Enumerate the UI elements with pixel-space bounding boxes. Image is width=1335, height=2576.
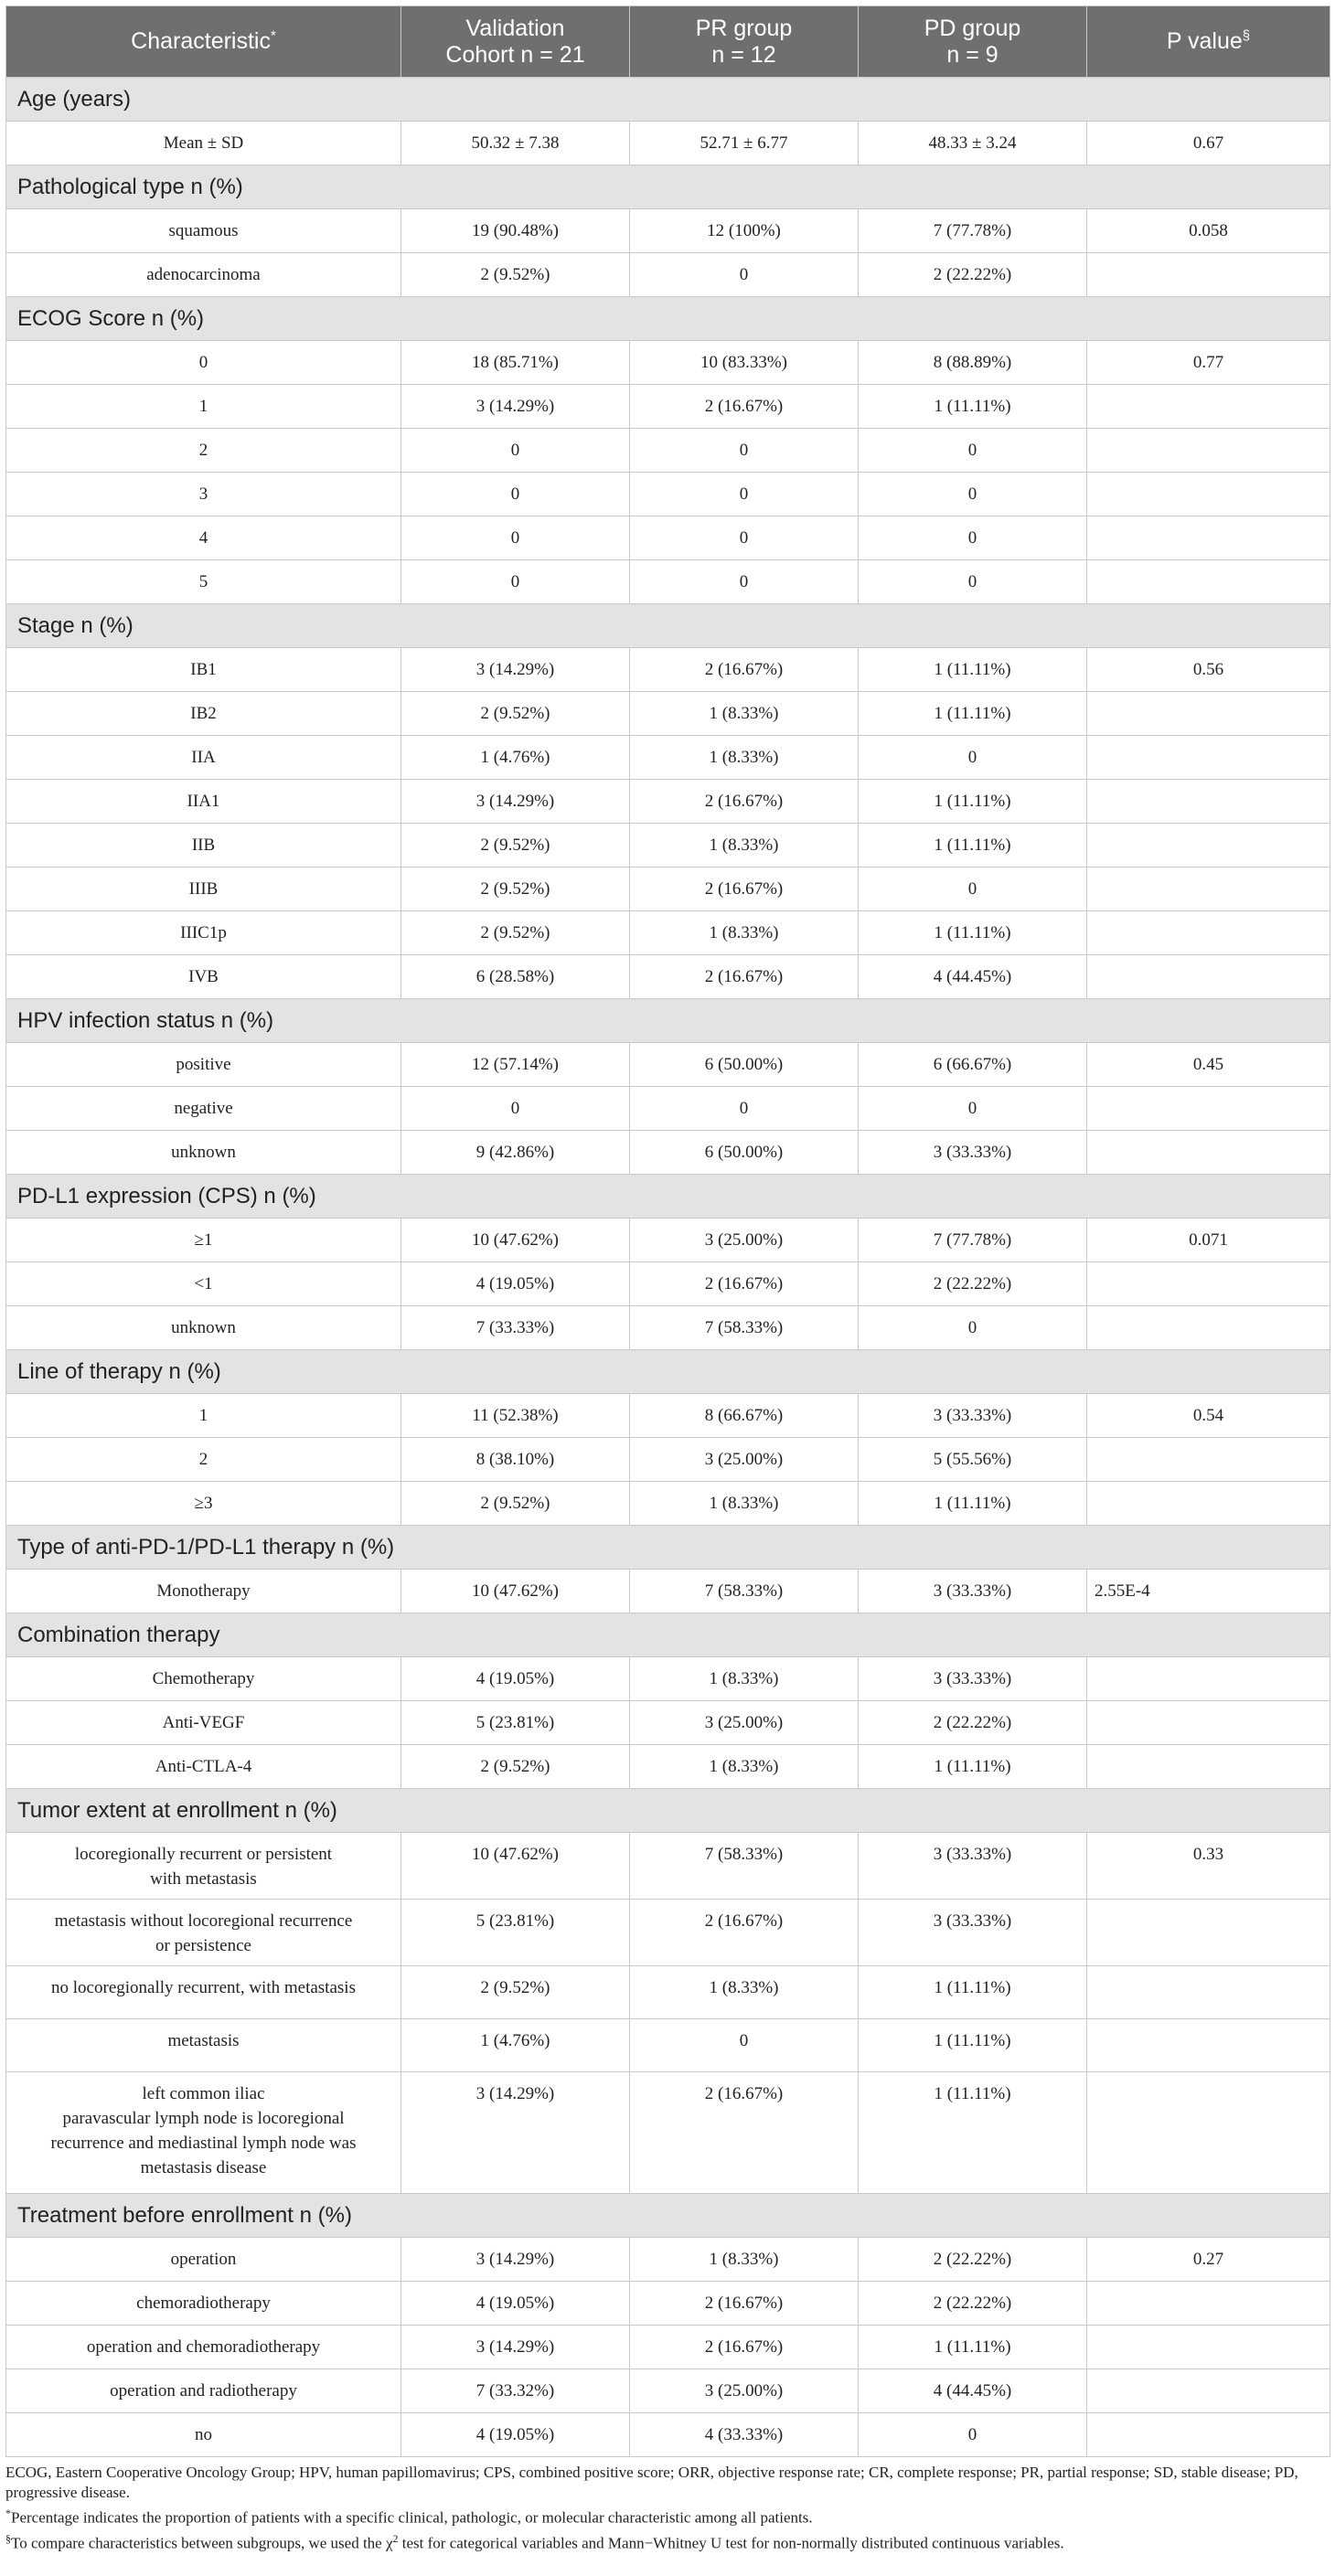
section-row-treat [6, 2194, 1330, 2238]
section-title: Treatment before enrollment n (%) [6, 2194, 1330, 2238]
validation-value: 7 (33.32%) [401, 2369, 630, 2413]
validation-value: 11 (52.38%) [401, 1394, 630, 1438]
pr-group-value: 3 (25.00%) [630, 2369, 859, 2413]
p-value [1087, 1657, 1330, 1701]
row-label: Anti-CTLA-4 [6, 1745, 401, 1789]
row-label: 0 [6, 341, 401, 385]
table-row [6, 1966, 1330, 2019]
header-pr-group: PR group n = 12 [630, 6, 859, 78]
row-label: operation [6, 2238, 401, 2282]
section-title: Tumor extent at enrollment n (%) [6, 1789, 1330, 1833]
pr-group-value: 2 (16.67%) [630, 1900, 859, 1966]
table-row [6, 1043, 1330, 1087]
row-label: IVB [6, 955, 401, 999]
section-row-extent [6, 1789, 1330, 1833]
p-value [1087, 1745, 1330, 1789]
section-title: Age (years) [6, 78, 1330, 122]
validation-value: 7 (33.33%) [401, 1306, 630, 1350]
pd-group-value: 1 (11.11%) [859, 2072, 1087, 2194]
pd-group-value: 0 [859, 429, 1087, 473]
table-row [6, 1394, 1330, 1438]
table-row [6, 2019, 1330, 2072]
pr-group-value: 1 (8.33%) [630, 824, 859, 868]
table-row [6, 1087, 1330, 1131]
validation-value: 5 (23.81%) [401, 1701, 630, 1745]
row-label: operation and radiotherapy [6, 2369, 401, 2413]
pr-group-value: 0 [630, 253, 859, 297]
row-label: ≥1 [6, 1219, 401, 1262]
characteristics-table-document [5, 5, 1330, 2553]
table-footnotes [5, 2463, 1330, 2553]
validation-value: 2 (9.52%) [401, 1745, 630, 1789]
pr-group-value: 1 (8.33%) [630, 692, 859, 736]
validation-value: 0 [401, 429, 630, 473]
row-label: ≥3 [6, 1482, 401, 1526]
p-value [1087, 1306, 1330, 1350]
pr-group-value: 2 (16.67%) [630, 780, 859, 824]
header-pd-group: PD group n = 9 [859, 6, 1087, 78]
p-value [1087, 955, 1330, 999]
pr-group-value: 0 [630, 560, 859, 604]
row-label: negative [6, 1087, 401, 1131]
pr-group-value: 1 (8.33%) [630, 1966, 859, 2019]
validation-value: 5 (23.81%) [401, 1900, 630, 1966]
section-title: Pathological type n (%) [6, 165, 1330, 209]
table-row [6, 2282, 1330, 2326]
pd-group-value: 3 (33.33%) [859, 1570, 1087, 1613]
validation-value: 4 (19.05%) [401, 1657, 630, 1701]
pr-group-value: 1 (8.33%) [630, 1482, 859, 1526]
table-row [6, 868, 1330, 911]
row-label: 3 [6, 473, 401, 516]
validation-value: 18 (85.71%) [401, 341, 630, 385]
footnote-statistics: §To compare characteristics between subgroups, we used the $\chi^2$ test for categorical variables and Mann−Whitney U test for non-normally distributed continuous variables. [5, 2531, 1064, 2552]
p-value [1087, 1900, 1330, 1966]
table-row [6, 209, 1330, 253]
row-label: IB1 [6, 648, 401, 692]
pr-group-value: 7 (58.33%) [630, 1570, 859, 1613]
pd-group-value: 0 [859, 473, 1087, 516]
table-row [6, 824, 1330, 868]
table-row [6, 560, 1330, 604]
row-label: IIIC1p [6, 911, 401, 955]
pd-group-value: 0 [859, 2413, 1087, 2457]
pd-group-value: 1 (11.11%) [859, 692, 1087, 736]
table-row [6, 1306, 1330, 1350]
pd-group-value: 2 (22.22%) [859, 2238, 1087, 2282]
pd-group-value: 3 (33.33%) [859, 1833, 1087, 1900]
pr-group-value: 3 (25.00%) [630, 1438, 859, 1482]
row-label: left common iliac paravascular lymph node is locoregional recurrence and mediastinal lymph node was metastasis disease [6, 2072, 401, 2194]
p-value [1087, 1438, 1330, 1482]
validation-value: 3 (14.29%) [401, 780, 630, 824]
validation-value: 10 (47.62%) [401, 1570, 630, 1613]
validation-value: 2 (9.52%) [401, 253, 630, 297]
validation-value: 4 (19.05%) [401, 1262, 630, 1306]
section-row-combo [6, 1613, 1330, 1657]
p-value: 0.071 [1087, 1219, 1330, 1262]
p-value: 2.55E-4 [1087, 1570, 1330, 1613]
p-value [1087, 824, 1330, 868]
table-row [6, 2413, 1330, 2457]
validation-value: 10 (47.62%) [401, 1219, 630, 1262]
validation-value: 0 [401, 473, 630, 516]
footnote-abbreviations: ECOG, Eastern Cooperative Oncology Group; HPV, human papillomavirus; CPS, combined positive score; ORR, objective response rate; CR, complete response; PR, partial response; SD, stable disease; PD, progressive disease. [5, 2464, 1298, 2501]
p-value [1087, 780, 1330, 824]
pd-group-value: 5 (55.56%) [859, 1438, 1087, 1482]
validation-value: 8 (38.10%) [401, 1438, 630, 1482]
row-label: adenocarcinoma [6, 253, 401, 297]
p-value: 0.77 [1087, 341, 1330, 385]
pr-group-value: 4 (33.33%) [630, 2413, 859, 2457]
table-row [6, 2238, 1330, 2282]
p-value [1087, 2413, 1330, 2457]
table-row [6, 648, 1330, 692]
p-value [1087, 1131, 1330, 1175]
p-value: 0.33 [1087, 1833, 1330, 1900]
validation-value: 3 (14.29%) [401, 2072, 630, 2194]
table-row [6, 1570, 1330, 1613]
pr-group-value: 10 (83.33%) [630, 341, 859, 385]
pr-group-value: 2 (16.67%) [630, 868, 859, 911]
pd-group-value: 4 (44.45%) [859, 955, 1087, 999]
pr-group-value: 0 [630, 1087, 859, 1131]
section-row-type [6, 1526, 1330, 1570]
pd-group-value: 7 (77.78%) [859, 209, 1087, 253]
pd-group-value: 2 (22.22%) [859, 1262, 1087, 1306]
pd-group-value: 2 (22.22%) [859, 2282, 1087, 2326]
p-value [1087, 2072, 1330, 2194]
p-value: 0.54 [1087, 1394, 1330, 1438]
table-row [6, 429, 1330, 473]
p-value: 0.56 [1087, 648, 1330, 692]
pr-group-value: 6 (50.00%) [630, 1131, 859, 1175]
row-label: no [6, 2413, 401, 2457]
validation-value: 2 (9.52%) [401, 692, 630, 736]
row-label: 2 [6, 429, 401, 473]
table-row [6, 1482, 1330, 1526]
pr-group-value: 3 (25.00%) [630, 1219, 859, 1262]
validation-value: 3 (14.29%) [401, 385, 630, 429]
table-row [6, 1900, 1330, 1966]
header-row [6, 6, 1330, 78]
validation-value: 2 (9.52%) [401, 824, 630, 868]
p-value [1087, 868, 1330, 911]
validation-value: 2 (9.52%) [401, 911, 630, 955]
table-row [6, 122, 1330, 165]
validation-value: 3 (14.29%) [401, 2326, 630, 2369]
pr-group-value: 2 (16.67%) [630, 385, 859, 429]
row-label: chemoradiotherapy [6, 2282, 401, 2326]
pd-group-value: 48.33 ± 3.24 [859, 122, 1087, 165]
table-row [6, 2326, 1330, 2369]
table-row [6, 1219, 1330, 1262]
table-row [6, 341, 1330, 385]
row-label: squamous [6, 209, 401, 253]
row-label: locoregionally recurrent or persistent with metastasis [6, 1833, 401, 1900]
table-row [6, 1657, 1330, 1701]
p-value [1087, 560, 1330, 604]
section-row-hpv [6, 999, 1330, 1043]
validation-value: 1 (4.76%) [401, 2019, 630, 2072]
pd-group-value: 8 (88.89%) [859, 341, 1087, 385]
row-label: 1 [6, 385, 401, 429]
p-value [1087, 1262, 1330, 1306]
pd-group-value: 0 [859, 1306, 1087, 1350]
pd-group-value: 1 (11.11%) [859, 385, 1087, 429]
section-title: Stage n (%) [6, 604, 1330, 648]
row-label: no locoregionally recurrent, with metastasis [6, 1966, 401, 2019]
table-row [6, 911, 1330, 955]
row-label: unknown [6, 1131, 401, 1175]
pd-group-value: 6 (66.67%) [859, 1043, 1087, 1087]
table-row [6, 473, 1330, 516]
table-row [6, 955, 1330, 999]
table-body [6, 78, 1330, 2457]
pr-group-value: 2 (16.67%) [630, 648, 859, 692]
pd-group-value: 1 (11.11%) [859, 780, 1087, 824]
validation-value: 10 (47.62%) [401, 1833, 630, 1900]
table-row [6, 2369, 1330, 2413]
pd-group-value: 1 (11.11%) [859, 1482, 1087, 1526]
pr-group-value: 0 [630, 2019, 859, 2072]
section-title: Type of anti-PD-1/PD-L1 therapy n (%) [6, 1526, 1330, 1570]
p-value [1087, 2019, 1330, 2072]
section-title: Combination therapy [6, 1613, 1330, 1657]
header-characteristic: Characteristic* [6, 6, 401, 78]
header-validation-cohort: Validation Cohort n = 21 [401, 6, 630, 78]
section-title: Line of therapy n (%) [6, 1350, 1330, 1394]
p-value [1087, 253, 1330, 297]
table-row [6, 2072, 1330, 2194]
table-row [6, 1745, 1330, 1789]
row-label: IIA1 [6, 780, 401, 824]
pr-group-value: 1 (8.33%) [630, 1745, 859, 1789]
table-row [6, 1701, 1330, 1745]
validation-value: 19 (90.48%) [401, 209, 630, 253]
row-label: IIIB [6, 868, 401, 911]
validation-value: 4 (19.05%) [401, 2282, 630, 2326]
pr-group-value: 1 (8.33%) [630, 2238, 859, 2282]
p-value [1087, 1701, 1330, 1745]
pd-group-value: 0 [859, 1087, 1087, 1131]
pr-group-value: 2 (16.67%) [630, 2326, 859, 2369]
pd-group-value: 0 [859, 516, 1087, 560]
section-row-ecog [6, 297, 1330, 341]
p-value [1087, 692, 1330, 736]
validation-value: 1 (4.76%) [401, 736, 630, 780]
pr-group-value: 0 [630, 473, 859, 516]
table-row [6, 385, 1330, 429]
validation-value: 2 (9.52%) [401, 868, 630, 911]
row-label: 4 [6, 516, 401, 560]
pr-group-value: 12 (100%) [630, 209, 859, 253]
section-row-path [6, 165, 1330, 209]
pd-group-value: 3 (33.33%) [859, 1657, 1087, 1701]
pd-group-value: 2 (22.22%) [859, 1701, 1087, 1745]
table-row [6, 1131, 1330, 1175]
table-row [6, 780, 1330, 824]
row-label: IIA [6, 736, 401, 780]
pd-group-value: 1 (11.11%) [859, 911, 1087, 955]
pd-group-value: 7 (77.78%) [859, 1219, 1087, 1262]
pd-group-value: 0 [859, 736, 1087, 780]
pr-group-value: 52.71 ± 6.77 [630, 122, 859, 165]
pr-group-value: 2 (16.67%) [630, 2072, 859, 2194]
pd-group-value: 1 (11.11%) [859, 648, 1087, 692]
p-value [1087, 429, 1330, 473]
pr-group-value: 2 (16.67%) [630, 955, 859, 999]
validation-value: 0 [401, 516, 630, 560]
validation-value: 3 (14.29%) [401, 648, 630, 692]
pr-group-value: 0 [630, 429, 859, 473]
header-p-value: P value§ [1087, 6, 1330, 78]
pr-group-value: 0 [630, 516, 859, 560]
validation-value: 6 (28.58%) [401, 955, 630, 999]
pd-group-value: 1 (11.11%) [859, 1966, 1087, 2019]
pd-group-value: 1 (11.11%) [859, 2326, 1087, 2369]
section-row-line [6, 1350, 1330, 1394]
pd-group-value: 3 (33.33%) [859, 1900, 1087, 1966]
pd-group-value: 3 (33.33%) [859, 1131, 1087, 1175]
row-label: Chemotherapy [6, 1657, 401, 1701]
validation-value: 9 (42.86%) [401, 1131, 630, 1175]
pr-group-value: 6 (50.00%) [630, 1043, 859, 1087]
pr-group-value: 1 (8.33%) [630, 736, 859, 780]
p-value [1087, 473, 1330, 516]
table-row [6, 692, 1330, 736]
pr-group-value: 3 (25.00%) [630, 1701, 859, 1745]
pd-group-value: 2 (22.22%) [859, 253, 1087, 297]
pd-group-value: 1 (11.11%) [859, 2019, 1087, 2072]
p-value: 0.058 [1087, 209, 1330, 253]
section-row-age [6, 78, 1330, 122]
row-label: Mean ± SD [6, 122, 401, 165]
pr-group-value: 1 (8.33%) [630, 1657, 859, 1701]
pr-group-value: 1 (8.33%) [630, 911, 859, 955]
section-row-stage [6, 604, 1330, 648]
pd-group-value: 1 (11.11%) [859, 1745, 1087, 1789]
validation-value: 2 (9.52%) [401, 1482, 630, 1526]
p-value [1087, 2282, 1330, 2326]
p-value [1087, 1482, 1330, 1526]
row-label: Anti-VEGF [6, 1701, 401, 1745]
section-title: PD-L1 expression (CPS) n (%) [6, 1175, 1330, 1219]
validation-value: 4 (19.05%) [401, 2413, 630, 2457]
section-title: ECOG Score n (%) [6, 297, 1330, 341]
table-row [6, 516, 1330, 560]
row-label: operation and chemoradiotherapy [6, 2326, 401, 2369]
row-label: unknown [6, 1306, 401, 1350]
row-label: 1 [6, 1394, 401, 1438]
pd-group-value: 4 (44.45%) [859, 2369, 1087, 2413]
footnote-percentage: *Percentage indicates the proportion of patients with a specific clinical, pathologic, or molecular characteristic among all patients. [5, 2507, 813, 2527]
pd-group-value: 0 [859, 560, 1087, 604]
pr-group-value: 2 (16.67%) [630, 2282, 859, 2326]
pr-group-value: 8 (66.67%) [630, 1394, 859, 1438]
p-value: 0.67 [1087, 122, 1330, 165]
p-value [1087, 2369, 1330, 2413]
row-label: IB2 [6, 692, 401, 736]
p-value [1087, 1966, 1330, 2019]
row-label: IIB [6, 824, 401, 868]
table-row [6, 1262, 1330, 1306]
pr-group-value: 2 (16.67%) [630, 1262, 859, 1306]
section-row-pdl1 [6, 1175, 1330, 1219]
validation-value: 2 (9.52%) [401, 1966, 630, 2019]
p-value: 0.45 [1087, 1043, 1330, 1087]
row-label: metastasis without locoregional recurrence or persistence [6, 1900, 401, 1966]
row-label: <1 [6, 1262, 401, 1306]
table-row [6, 1438, 1330, 1482]
table-row [6, 253, 1330, 297]
row-label: Monotherapy [6, 1570, 401, 1613]
characteristics-table [5, 5, 1330, 2457]
validation-value: 50.32 ± 7.38 [401, 122, 630, 165]
row-label: 5 [6, 560, 401, 604]
pr-group-value: 7 (58.33%) [630, 1833, 859, 1900]
validation-value: 0 [401, 560, 630, 604]
pd-group-value: 1 (11.11%) [859, 824, 1087, 868]
row-label: metastasis [6, 2019, 401, 2072]
p-value [1087, 911, 1330, 955]
table-row [6, 1833, 1330, 1900]
p-value [1087, 1087, 1330, 1131]
pd-group-value: 0 [859, 868, 1087, 911]
p-value: 0.27 [1087, 2238, 1330, 2282]
p-value [1087, 736, 1330, 780]
validation-value: 3 (14.29%) [401, 2238, 630, 2282]
p-value [1087, 385, 1330, 429]
pr-group-value: 7 (58.33%) [630, 1306, 859, 1350]
table-row [6, 736, 1330, 780]
row-label: 2 [6, 1438, 401, 1482]
validation-value: 12 (57.14%) [401, 1043, 630, 1087]
p-value [1087, 2326, 1330, 2369]
pd-group-value: 3 (33.33%) [859, 1394, 1087, 1438]
section-title: HPV infection status n (%) [6, 999, 1330, 1043]
p-value [1087, 516, 1330, 560]
row-label: positive [6, 1043, 401, 1087]
validation-value: 0 [401, 1087, 630, 1131]
